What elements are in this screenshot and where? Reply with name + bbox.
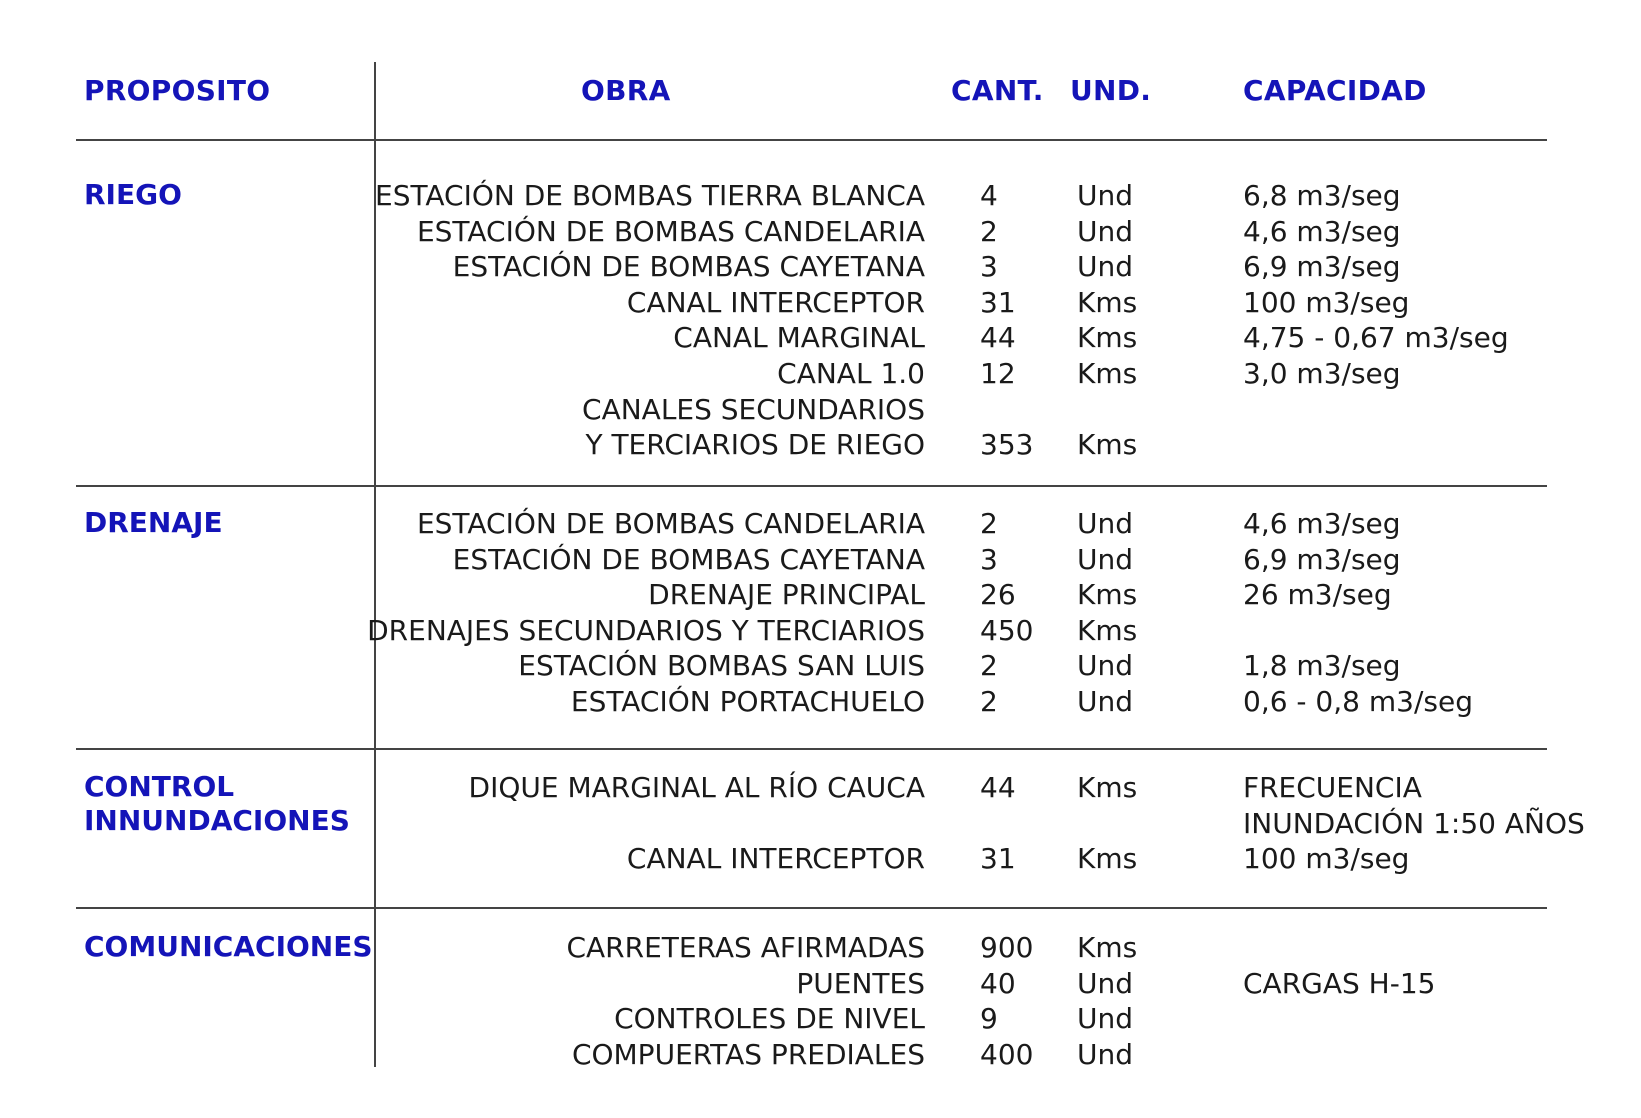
section-riego xyxy=(0,178,1641,463)
table-row xyxy=(0,506,1641,542)
category-comunicaciones: COMUNICACIONES xyxy=(84,930,373,963)
obra-cell: ESTACIÓN PORTACHUELO xyxy=(570,684,925,718)
und-cell: Kms xyxy=(1077,771,1138,804)
obra-cell: PUENTES xyxy=(796,966,925,1000)
obra-cell: CANAL 1.0 xyxy=(777,356,925,390)
capacidad-cell: 100 m3/seg xyxy=(1243,285,1410,319)
cant-cell: 4 xyxy=(980,179,998,212)
table-row xyxy=(0,577,1641,613)
obra-cell: ESTACIÓN DE BOMBAS CAYETANA xyxy=(452,542,925,576)
cant-cell: 31 xyxy=(980,842,1016,876)
obra-cell: DRENAJES SECUNDARIOS Y TERCIARIOS xyxy=(367,613,925,647)
und-cell: Kms xyxy=(1077,356,1138,390)
table-row xyxy=(0,392,1641,428)
capacidad-cell: 6,9 m3/seg xyxy=(1243,250,1401,284)
capacidad-cell: FRECUENCIA xyxy=(1243,771,1422,804)
obra-cell: DRENAJE PRINCIPAL xyxy=(648,578,925,612)
section-comunicaciones xyxy=(0,930,1641,1072)
obra-cell: CANAL MARGINAL xyxy=(673,321,925,355)
und-cell: Und xyxy=(1077,966,1134,1000)
category-drenaje: DRENAJE xyxy=(84,506,223,539)
und-cell: Und xyxy=(1077,179,1134,212)
und-cell: Kms xyxy=(1077,931,1138,964)
table-row xyxy=(0,320,1641,356)
obra-cell: CARRETERAS AFIRMADAS xyxy=(566,931,925,964)
table-row xyxy=(0,648,1641,684)
cant-cell: 450 xyxy=(980,613,1034,647)
cant-cell: 44 xyxy=(980,321,1016,355)
cant-cell: 12 xyxy=(980,356,1016,390)
cant-cell: 40 xyxy=(980,966,1016,1000)
und-cell: Kms xyxy=(1077,321,1138,355)
capacidad-cell: 0,6 - 0,8 m3/seg xyxy=(1243,684,1473,718)
table-row xyxy=(0,806,1641,842)
capacidad-cell: 4,6 m3/seg xyxy=(1243,214,1401,248)
category-control-innundaciones: CONTROL INNUNDACIONES xyxy=(84,770,350,837)
cant-cell: 400 xyxy=(980,1037,1034,1071)
table-row xyxy=(0,427,1641,463)
section-divider xyxy=(76,485,1547,487)
table-row xyxy=(0,285,1641,321)
category-riego: RIEGO xyxy=(84,178,182,211)
und-cell: Und xyxy=(1077,1037,1134,1071)
table-row xyxy=(0,249,1641,285)
header-und: UND. xyxy=(1070,74,1152,107)
capacidad-cell: 1,8 m3/seg xyxy=(1243,649,1401,683)
table-row xyxy=(0,1037,1641,1073)
capacidad-cell: 3,0 m3/seg xyxy=(1243,356,1401,390)
und-cell: Kms xyxy=(1077,578,1138,612)
table-row xyxy=(0,841,1641,877)
und-cell: Kms xyxy=(1077,285,1138,319)
section-control-innundaciones xyxy=(0,770,1641,877)
cant-cell: 3 xyxy=(980,250,998,284)
und-cell: Und xyxy=(1077,507,1134,540)
und-cell: Und xyxy=(1077,649,1134,683)
capacidad-cell: 100 m3/seg xyxy=(1243,842,1410,876)
und-cell: Und xyxy=(1077,250,1134,284)
obra-cell: ESTACIÓN DE BOMBAS TIERRA BLANCA xyxy=(375,179,925,212)
cant-cell: 9 xyxy=(980,1002,998,1036)
table-row xyxy=(0,930,1641,966)
cant-cell: 900 xyxy=(980,931,1034,964)
obra-cell: CANAL INTERCEPTOR xyxy=(626,285,925,319)
obra-cell: DIQUE MARGINAL AL RÍO CAUCA xyxy=(468,771,925,804)
table-row xyxy=(0,214,1641,250)
table-row xyxy=(0,613,1641,649)
cant-cell: 2 xyxy=(980,507,998,540)
obra-cell: Y TERCIARIOS DE RIEGO xyxy=(585,428,925,462)
table-row xyxy=(0,684,1641,720)
und-cell: Und xyxy=(1077,1002,1134,1036)
table-row xyxy=(0,178,1641,214)
obra-cell: ESTACIÓN DE BOMBAS CAYETANA xyxy=(452,250,925,284)
capacidad-cell: INUNDACIÓN 1:50 AÑOS xyxy=(1243,806,1585,840)
und-cell: Kms xyxy=(1077,842,1138,876)
obra-cell: COMPUERTAS PREDIALES xyxy=(571,1037,925,1071)
cant-cell: 31 xyxy=(980,285,1016,319)
obra-cell: ESTACIÓN BOMBAS SAN LUIS xyxy=(518,649,925,683)
cant-cell: 44 xyxy=(980,771,1016,804)
cant-cell: 2 xyxy=(980,214,998,248)
obra-cell: ESTACIÓN DE BOMBAS CANDELARIA xyxy=(416,214,925,248)
table-row xyxy=(0,966,1641,1002)
header-capacidad: CAPACIDAD xyxy=(1243,74,1427,107)
capacidad-cell: 26 m3/seg xyxy=(1243,578,1392,612)
und-cell: Und xyxy=(1077,214,1134,248)
obra-cell: ESTACIÓN DE BOMBAS CANDELARIA xyxy=(416,507,925,540)
cant-cell: 353 xyxy=(980,428,1034,462)
section-drenaje xyxy=(0,506,1641,720)
obra-cell: CONTROLES DE NIVEL xyxy=(614,1002,925,1036)
obra-cell: CANAL INTERCEPTOR xyxy=(626,842,925,876)
und-cell: Kms xyxy=(1077,613,1138,647)
table-row xyxy=(0,1001,1641,1037)
header-obra: OBRA xyxy=(581,74,671,107)
capacidad-cell: CARGAS H-15 xyxy=(1243,966,1436,1000)
cant-cell: 26 xyxy=(980,578,1016,612)
table-row xyxy=(0,542,1641,578)
section-divider xyxy=(76,907,1547,909)
und-cell: Und xyxy=(1077,684,1134,718)
header-divider xyxy=(76,139,1547,141)
cant-cell: 2 xyxy=(980,684,998,718)
cant-cell: 2 xyxy=(980,649,998,683)
capacidad-cell: 6,9 m3/seg xyxy=(1243,542,1401,576)
und-cell: Kms xyxy=(1077,428,1138,462)
header-proposito: PROPOSITO xyxy=(84,74,271,107)
cant-cell: 3 xyxy=(980,542,998,576)
header-cant: CANT. xyxy=(951,74,1044,107)
obra-cell: CANALES SECUNDARIOS xyxy=(582,392,925,426)
capacidad-cell: 4,75 - 0,67 m3/seg xyxy=(1243,321,1509,355)
capacidad-cell: 6,8 m3/seg xyxy=(1243,179,1401,212)
capacidad-cell: 4,6 m3/seg xyxy=(1243,507,1401,540)
section-divider xyxy=(76,748,1547,750)
table-row xyxy=(0,770,1641,806)
table-row xyxy=(0,356,1641,392)
und-cell: Und xyxy=(1077,542,1134,576)
